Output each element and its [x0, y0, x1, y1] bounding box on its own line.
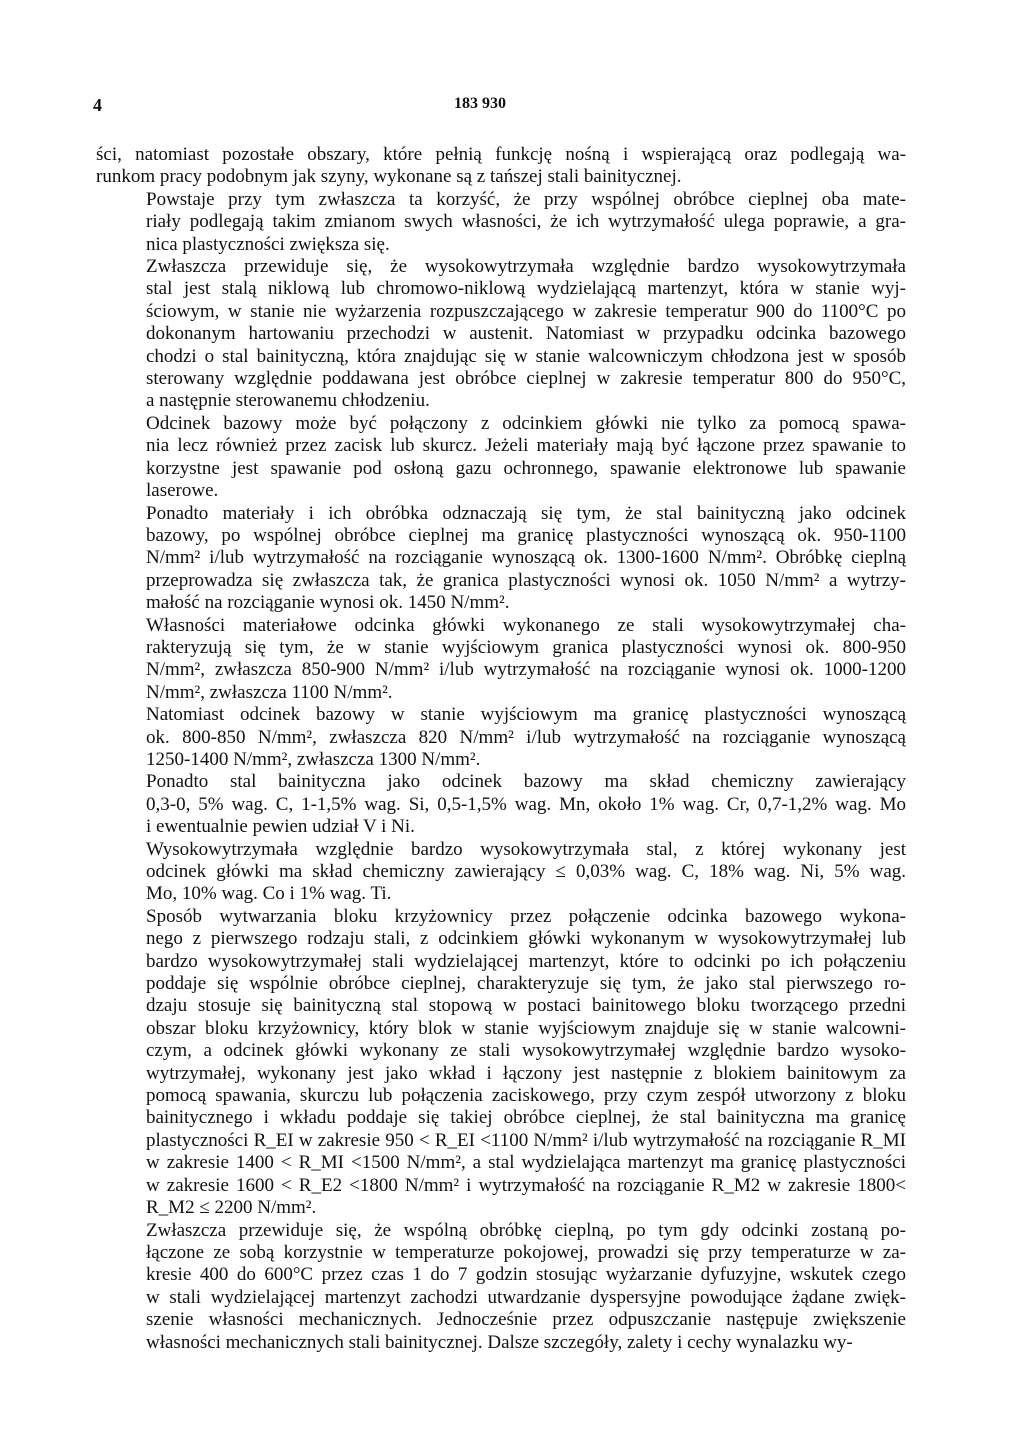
paragraph — [96, 144, 906, 189]
text-line: w stali wydzielającej martenzyt zachodzi utwardzanie dyspersyjne powodujące żądane zwięk- — [146, 1286, 906, 1308]
text-line: R_M2 ≤ 2200 N/mm². — [146, 1197, 317, 1219]
text-line: czym, a odcinek główki wykonany ze stali wysokowytrzymałej względnie bardzo wysoko- — [146, 1040, 906, 1062]
paragraph — [96, 256, 906, 413]
text-line: laserowe. — [146, 480, 219, 502]
text-line: w zakresie 1400 < R_MI <1500 N/mm², a stal wydzielająca martenzyt ma granicę plastyczności — [146, 1152, 906, 1174]
text-line: Mo, 10% wag. Co i 1% wag. Ti. — [146, 883, 392, 905]
text-line: nia lecz również przez zacisk lub skurcz. Jeżeli materiały mają być łączone przez spawanie to — [146, 435, 906, 457]
paragraph — [96, 615, 906, 705]
paragraph — [96, 906, 906, 1220]
text-line: Natomiast odcinek bazowy w stanie wyjściowym ma granicę plastyczności wynoszącą — [146, 704, 906, 726]
text-line: bainitycznego i wkładu poddaje się takiej obróbce cieplnej, że stal bainityczna ma granicę — [146, 1107, 906, 1129]
text-line: 1250-1400 N/mm², zwłaszcza 1300 N/mm². — [146, 748, 481, 770]
text-line: ściowym, w stanie nie wyżarzenia rozpuszczającego w zakresie temperatur 900 do 1100°C po — [146, 300, 906, 322]
paragraph — [96, 839, 906, 906]
text-line: łączone ze sobą korzystnie w temperaturze pokojowej, prowadzi się przy temperaturze w za- — [146, 1241, 906, 1263]
text-line: Ponadto materiały i ich obróbka odznaczają się tym, że stal bainityczną jako odcinek — [146, 502, 906, 524]
text-line: nego z pierwszego rodzaju stali, z odcinkiem główki wykonanym w wysokowytrzymałej lub — [146, 928, 906, 950]
text-line: małość na rozciąganie wynosi ok. 1450 N/mm². — [146, 592, 510, 614]
text-line: Powstaje przy tym zwłaszcza ta korzyść, że przy wspólnej obróbce cieplnej oba mate- — [146, 188, 906, 210]
paragraph — [96, 771, 906, 838]
text-line: korzystne jest spawanie pod osłoną gazu ochronnego, spawanie elektronowe lub spawanie — [146, 457, 906, 479]
text-line: runkom pracy podobnym jak szyny, wykonane są z tańszej stali bainitycznej. — [96, 166, 682, 188]
text-line: 0,3-0, 5% wag. C, 1-1,5% wag. Si, 0,5-1,5% wag. Mn, około 1% wag. Cr, 0,7-1,2% wag. Mo — [146, 793, 906, 815]
text-line: Wysokowytrzymała względnie bardzo wysokowytrzymała stal, z której wykonany jest — [146, 838, 906, 860]
text-line: nica plastyczności zwiększa się. — [146, 233, 390, 255]
text-line: N/mm² i/lub wytrzymałość na rozciąganie wynoszącą ok. 1300-1600 N/mm². Obróbkę cieplną — [146, 547, 906, 569]
text-line: plastyczności R_EI w zakresie 950 < R_EI <1100 N/mm² i/lub wytrzymałość na rozciąganie R_MI — [146, 1129, 906, 1151]
text-line: sterowany względnie poddawana jest obróbce cieplnej w zakresie temperatur 800 do 950°C, — [146, 368, 906, 390]
text-line: i ewentualnie pewien udział V i Ni. — [146, 816, 415, 838]
text-line: kresie 400 do 600°C przez czas 1 do 7 godzin stosując wyżarzanie dyfuzyjne, wskutek czego — [146, 1264, 906, 1286]
text-line: Zwłaszcza przewiduje się, że wspólną obróbkę cieplną, po tym gdy odcinki zostaną po- — [146, 1219, 906, 1241]
paragraph — [96, 189, 906, 256]
text-line: Ponadto stal bainityczna jako odcinek bazowy ma skład chemiczny zawierający — [146, 771, 906, 793]
text-line: a następnie sterowanemu chłodzeniu. — [146, 390, 430, 412]
paragraph — [96, 503, 906, 615]
text-line: Własności materiałowe odcinka główki wykonanego ze stali wysokowytrzymałej cha- — [146, 614, 906, 636]
paragraph — [96, 704, 906, 771]
text-line: bardzo wysokowytrzymałej stali wydzielającej martenzyt, które to odcinki po ich połączeniu — [146, 950, 906, 972]
text-line: wytrzymałej, wykonany jest jako wkład i łączony jest następnie z blokiem bainitowym za — [146, 1062, 906, 1084]
text-line: ok. 800-850 N/mm², zwłaszcza 820 N/mm² i/lub wytrzymałość na rozciąganie wynoszącą — [146, 726, 906, 748]
text-line: chodzi o stal bainityczną, która znajdując się w stanie walcowniczym chłodzona jest w sposób — [146, 345, 906, 367]
text-line: dokonanym hartowaniu przechodzi w austenit. Natomiast w przypadku odcinka bazowego — [146, 323, 906, 345]
paragraph — [96, 413, 906, 503]
text-line: dzaju stosuje się bainityczną stal stopową w postaci bainitowego bloku tworzącego przedni — [146, 995, 906, 1017]
text-line: przeprowadza się zwłaszcza tak, że granica plastyczności wynosi ok. 1050 N/mm² a wytrzy- — [146, 569, 906, 591]
text-line: pomocą spawania, skurczu lub połączenia zaciskowego, przy czym zespół utworzony z bloku — [146, 1085, 906, 1107]
text-line: w zakresie 1600 < R_E2 <1800 N/mm² i wytrzymałość na rozciąganie R_M2 w zakresie 1800< — [146, 1174, 906, 1196]
text-line: stal jest stalą niklową lub chromowo-niklową wydzielającą martenzyt, która w stanie wyj- — [146, 278, 906, 300]
text-line: Zwłaszcza przewiduje się, że wysokowytrzymała względnie bardzo wysokowytrzymała — [146, 256, 906, 278]
page-number: 4 — [93, 95, 102, 115]
text-line: obszar bloku krzyżownicy, który blok w stanie wyjściowym znajduje się w stanie walcowni- — [146, 1017, 906, 1039]
text-line: Odcinek bazowy może być połączony z odcinkiem główki nie tylko za pomocą spawa- — [146, 412, 906, 434]
text-line: własności mechanicznych stali bainitycznej. Dalsze szczegóły, zalety i cechy wynalazku wy- — [146, 1331, 853, 1353]
document-number: 183 930 — [454, 95, 506, 112]
text-line: N/mm², zwłaszcza 1100 N/mm². — [146, 681, 393, 703]
text-line: bazowy, po wspólnej obróbce cieplnej ma granicę plastyczności wynoszącą ok. 950-1100 — [146, 524, 906, 546]
document-body — [96, 144, 906, 1354]
text-line: szenie własności mechanicznych. Jednocześnie przez odpuszczanie następuje zwiększenie — [146, 1309, 906, 1331]
text-line: rakteryzują się tym, że w stanie wyjściowym granica plastyczności wynosi ok. 800-950 — [146, 636, 906, 658]
text-line: riały podlegają takim zmianom swych własności, że ich wytrzymałość ulega poprawie, a gra- — [146, 211, 906, 233]
text-line: N/mm², zwłaszcza 850-900 N/mm² i/lub wytrzymałość na rozciąganie wynosi ok. 1000-1200 — [146, 659, 906, 681]
text-line: Sposób wytwarzania bloku krzyżownicy przez połączenie odcinka bazowego wykona- — [146, 905, 906, 927]
paragraph — [96, 1220, 906, 1354]
text-line: poddaje się wspólnie obróbce cieplnej, charakteryzuje się tym, że jako stal pierwszego ro- — [146, 973, 906, 995]
text-line: ści, natomiast pozostałe obszary, które pełnią funkcję nośną i wspierającą oraz podlegają wa- — [96, 144, 906, 165]
text-line: odcinek główki ma skład chemiczny zawierający ≤ 0,03% wag. C, 18% wag. Ni, 5% wag. — [146, 861, 906, 882]
